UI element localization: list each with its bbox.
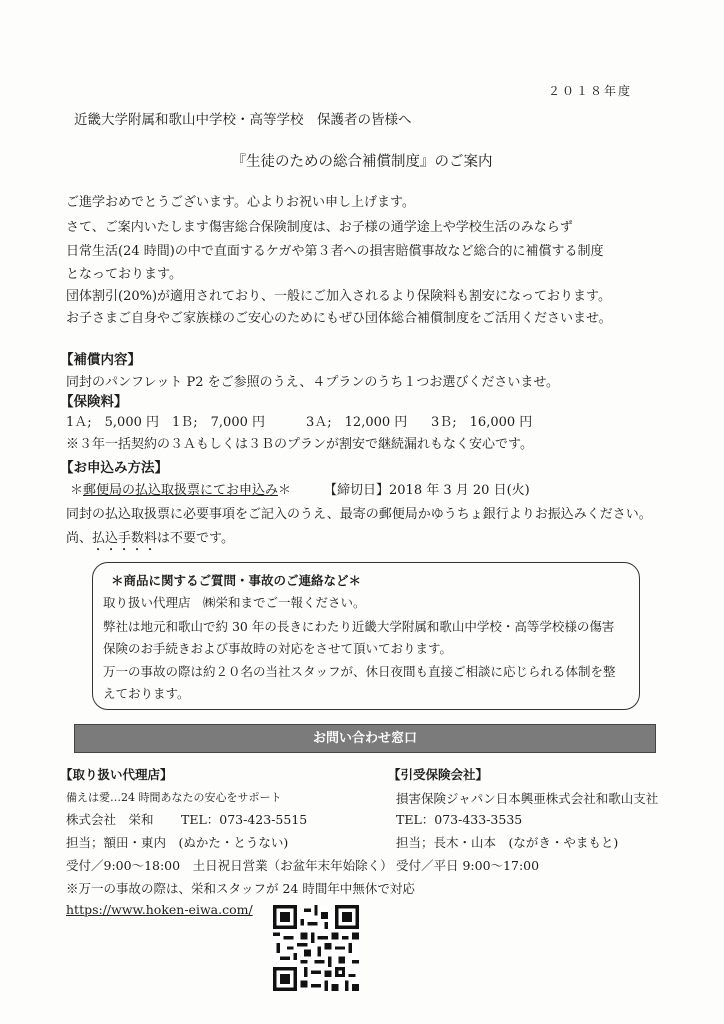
- qr-code[interactable]: [273, 905, 359, 991]
- plan-1b: 1Ｂ; 7,000 円: [172, 415, 265, 430]
- intro-line: お子さまご自身やご家族様のご安心のためにもぜひ団体総合補償制度をご活用くださいませ。: [66, 311, 612, 326]
- coverage-label: 【補償内容】: [60, 352, 141, 368]
- plan-3a: 3Ａ; 12,000 円: [306, 415, 408, 430]
- notice-heading: ＊商品に関するご質問・事故のご連絡など＊: [111, 573, 362, 588]
- intro-line: 日常生活(24 時間)の中で直面するケガや第３者への損害賠償事故など総合的に補償する制度: [66, 244, 604, 259]
- agency-slogan: 備えは愛…24 時間あなたの安心をサポート: [66, 791, 282, 804]
- notice-line: 万一の事故の際は約２０名の当社スタッフが、休日夜間も直接ご相談に応じられる体制を整: [103, 664, 616, 679]
- application-label: 【お申込み方法】: [60, 460, 168, 476]
- insurer-staff: 担当；長木・山本 (ながき・やまもと): [396, 835, 619, 850]
- notice-line: 取り扱い代理店 ㈱栄和までご一報ください。: [103, 595, 366, 610]
- intro-line: さて、ご案内いたします傷害総合保険制度は、お子様の通学途上や学校生活のみならず: [66, 220, 573, 235]
- application-text: 同封の払込取扱票に必要事項をご記入のうえ、最寄の郵便局かゆうちょ銀行よりお振込みください。: [66, 507, 652, 522]
- addressee: 近畿大学附属和歌山中学校・高等学校 保護者の皆様へ: [74, 112, 412, 128]
- application-method: ＊郵便局の払込取扱票にてお申込み＊: [70, 483, 292, 498]
- notice-line: 弊社は地元和歌山で約 30 年の長きにわたり近畿大学附属和歌山中学校・高等学校様の傷害: [103, 619, 615, 634]
- deadline-date: 2018 年 3 月 20 日(火): [389, 483, 530, 498]
- intro-line: ご進学おめでとうございます。心よりお祝い申し上げます。: [66, 195, 415, 210]
- agency-label: 【取り扱い代理店】: [60, 767, 173, 782]
- deadline: [324, 479, 530, 498]
- premium-label: 【保険料】: [60, 394, 128, 410]
- insurer-hours: 受付／平日 9:00～17:00: [396, 858, 540, 873]
- agency-company: 株式会社 栄和: [66, 812, 154, 827]
- contact-banner: お問い合わせ窓口: [74, 724, 656, 753]
- agency-url-link[interactable]: https://www.hoken-eiwa.com/: [66, 902, 253, 917]
- agency-hours: 受付／9:00～18:00 土日祝日営業（お盆年末年始除く）: [66, 858, 393, 873]
- notice-line: えております。: [103, 686, 190, 701]
- insurer-tel: TEL：073-433-3535: [396, 812, 523, 827]
- intro-line: 団体割引(20%)が適用されており、一般にご加入されるより保険料も割安になっております。: [66, 289, 611, 304]
- deadline-label: 【締切日】: [324, 483, 390, 498]
- notice-line: 保険のお手続きおよび事故時の対応をさせて頂いております。: [103, 641, 453, 656]
- premium-note: ※３年一括契約の３Ａもしくは３Ｂのプランが割安で継続漏れもなく安心です。: [66, 437, 533, 452]
- agency-note: ※万一の事故の際は、栄和スタッフが 24 時間年中無休で対応: [66, 881, 415, 896]
- page-title: 『生徒のための総合補償制度』のご案内: [231, 154, 493, 170]
- notice-box: [92, 562, 640, 710]
- plan-1a: 1Ａ; 5,000 円: [66, 415, 159, 430]
- insurer-label: 【引受保険会社】: [388, 767, 489, 782]
- intro-line: となっております。: [66, 267, 182, 282]
- coverage-text: 同封のパンフレット P2 をご参照のうえ、４プランのうち１つお選びくださいませ。: [66, 375, 560, 390]
- plan-3b: 3Ｂ; 16,000 円: [431, 415, 533, 430]
- agency-staff: 担当；額田・東内 (ぬかた・とうない): [66, 835, 289, 850]
- insurer-company: 損害保険ジャパン日本興亜株式会社和歌山支社: [396, 791, 659, 806]
- method-text: 郵便局の払込取扱票にてお申込み: [83, 483, 279, 498]
- agency-tel: TEL：073-423-5515: [181, 812, 308, 827]
- application-fee-note: 尚、払込手数料は不要です。: [66, 531, 234, 546]
- fiscal-year: ２０１８年度: [548, 84, 633, 98]
- fee-emphasis: 払込手数料: [92, 531, 158, 546]
